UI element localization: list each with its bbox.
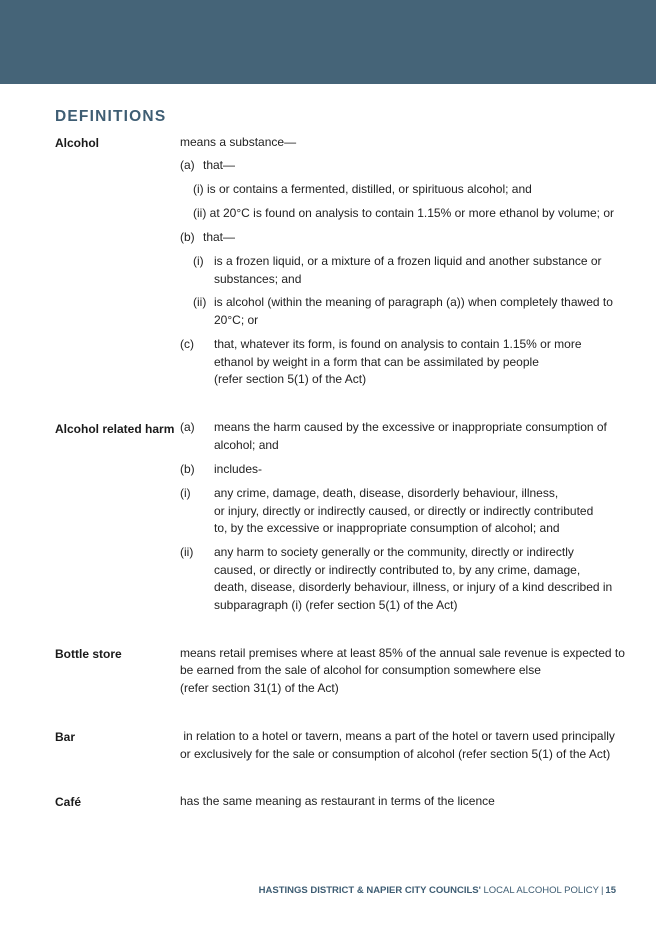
definition-text: ethanol by weight in a form that can be assimilated by people (214, 355, 539, 369)
list-label: (ii) (180, 545, 194, 559)
definition-text: in relation to a hotel or tavern, means a part of the hotel or tavern used principally (180, 729, 615, 743)
definition-text: includes- (214, 462, 263, 476)
definition-text: substances; and (214, 272, 302, 286)
definition-text: death, disease, disorderly behaviour, illness, or injury of a kind described in (214, 580, 613, 594)
list-label: (i) (193, 254, 204, 268)
term-alcohol: Alcohol (55, 136, 99, 150)
list-label: (b) (180, 230, 195, 244)
definition-text: to, by the excessive or inappropriate consumption of alcohol; and (214, 521, 560, 535)
term-alcohol-related-harm: Alcohol related harm (55, 422, 175, 436)
list-label: (b) (180, 462, 195, 476)
definition-text: or injury, directly or indirectly caused, or directly or indirectly contributed (214, 504, 594, 518)
definition-text: means retail premises where at least 85% of the annual sale revenue is expected to (180, 646, 625, 660)
list-label: (ii) (193, 295, 207, 309)
definition-text: caused, or directly or indirectly contributed to, by any crime, damage, (214, 563, 581, 577)
definition-text: that— (203, 158, 236, 172)
definition-text: (ii) at 20°C is found on analysis to contain 1.15% or more ethanol by volume; or (193, 206, 615, 220)
header-band (0, 0, 656, 84)
definition-text: that— (203, 230, 236, 244)
list-label: (a) (180, 420, 195, 434)
definition-text: alcohol; and (214, 438, 279, 452)
definition-text: any crime, damage, death, disease, disorderly behaviour, illness, (214, 486, 559, 500)
page-footer (259, 885, 616, 896)
page-title: DEFINITIONS (55, 108, 167, 125)
term-cafe: Café (55, 795, 82, 809)
definition-text: (refer section 5(1) of the Act) (214, 372, 367, 386)
definition-text: any harm to society generally or the community, directly or indirectly (214, 545, 574, 559)
definition-text: is alcohol (within the meaning of paragraph (a)) when completely thawed to (214, 295, 613, 309)
definition-text: (refer section 31(1) of the Act) (180, 681, 339, 695)
definition-text: be earned from the sale of alcohol for consumption somewhere else (180, 663, 541, 677)
definition-text: or exclusively for the sale or consumption of alcohol (refer section 5(1) of the Act) (180, 747, 611, 761)
definition-text: means the harm caused by the excessive or inappropriate consumption of (214, 420, 607, 434)
definition-text: has the same meaning as restaurant in terms of the licence (180, 794, 495, 808)
definition-text: means a substance— (180, 135, 297, 149)
definition-text: that, whatever its form, is found on analysis to contain 1.15% or more (214, 337, 582, 351)
footer-separator: | (600, 885, 604, 896)
term-bottle-store: Bottle store (55, 647, 122, 661)
list-label: (i) (180, 486, 191, 500)
list-label: (c) (180, 337, 194, 351)
definition-text: is a frozen liquid, or a mixture of a frozen liquid and another substance or (214, 254, 602, 268)
list-label: (a) (180, 158, 195, 172)
definition-text: 20°C; or (214, 313, 259, 327)
page-number: 15 (605, 885, 616, 896)
term-bar: Bar (55, 730, 76, 744)
definition-text: (i) is or contains a fermented, distilled, or spirituous alcohol; and (193, 182, 532, 196)
footer-doc-title: LOCAL ALCOHOL POLICY (480, 885, 599, 896)
footer-org: HASTINGS DISTRICT & NAPIER CITY COUNCILS' (258, 885, 481, 896)
definition-text: subparagraph (i) (refer section 5(1) of the Act) (214, 598, 458, 612)
